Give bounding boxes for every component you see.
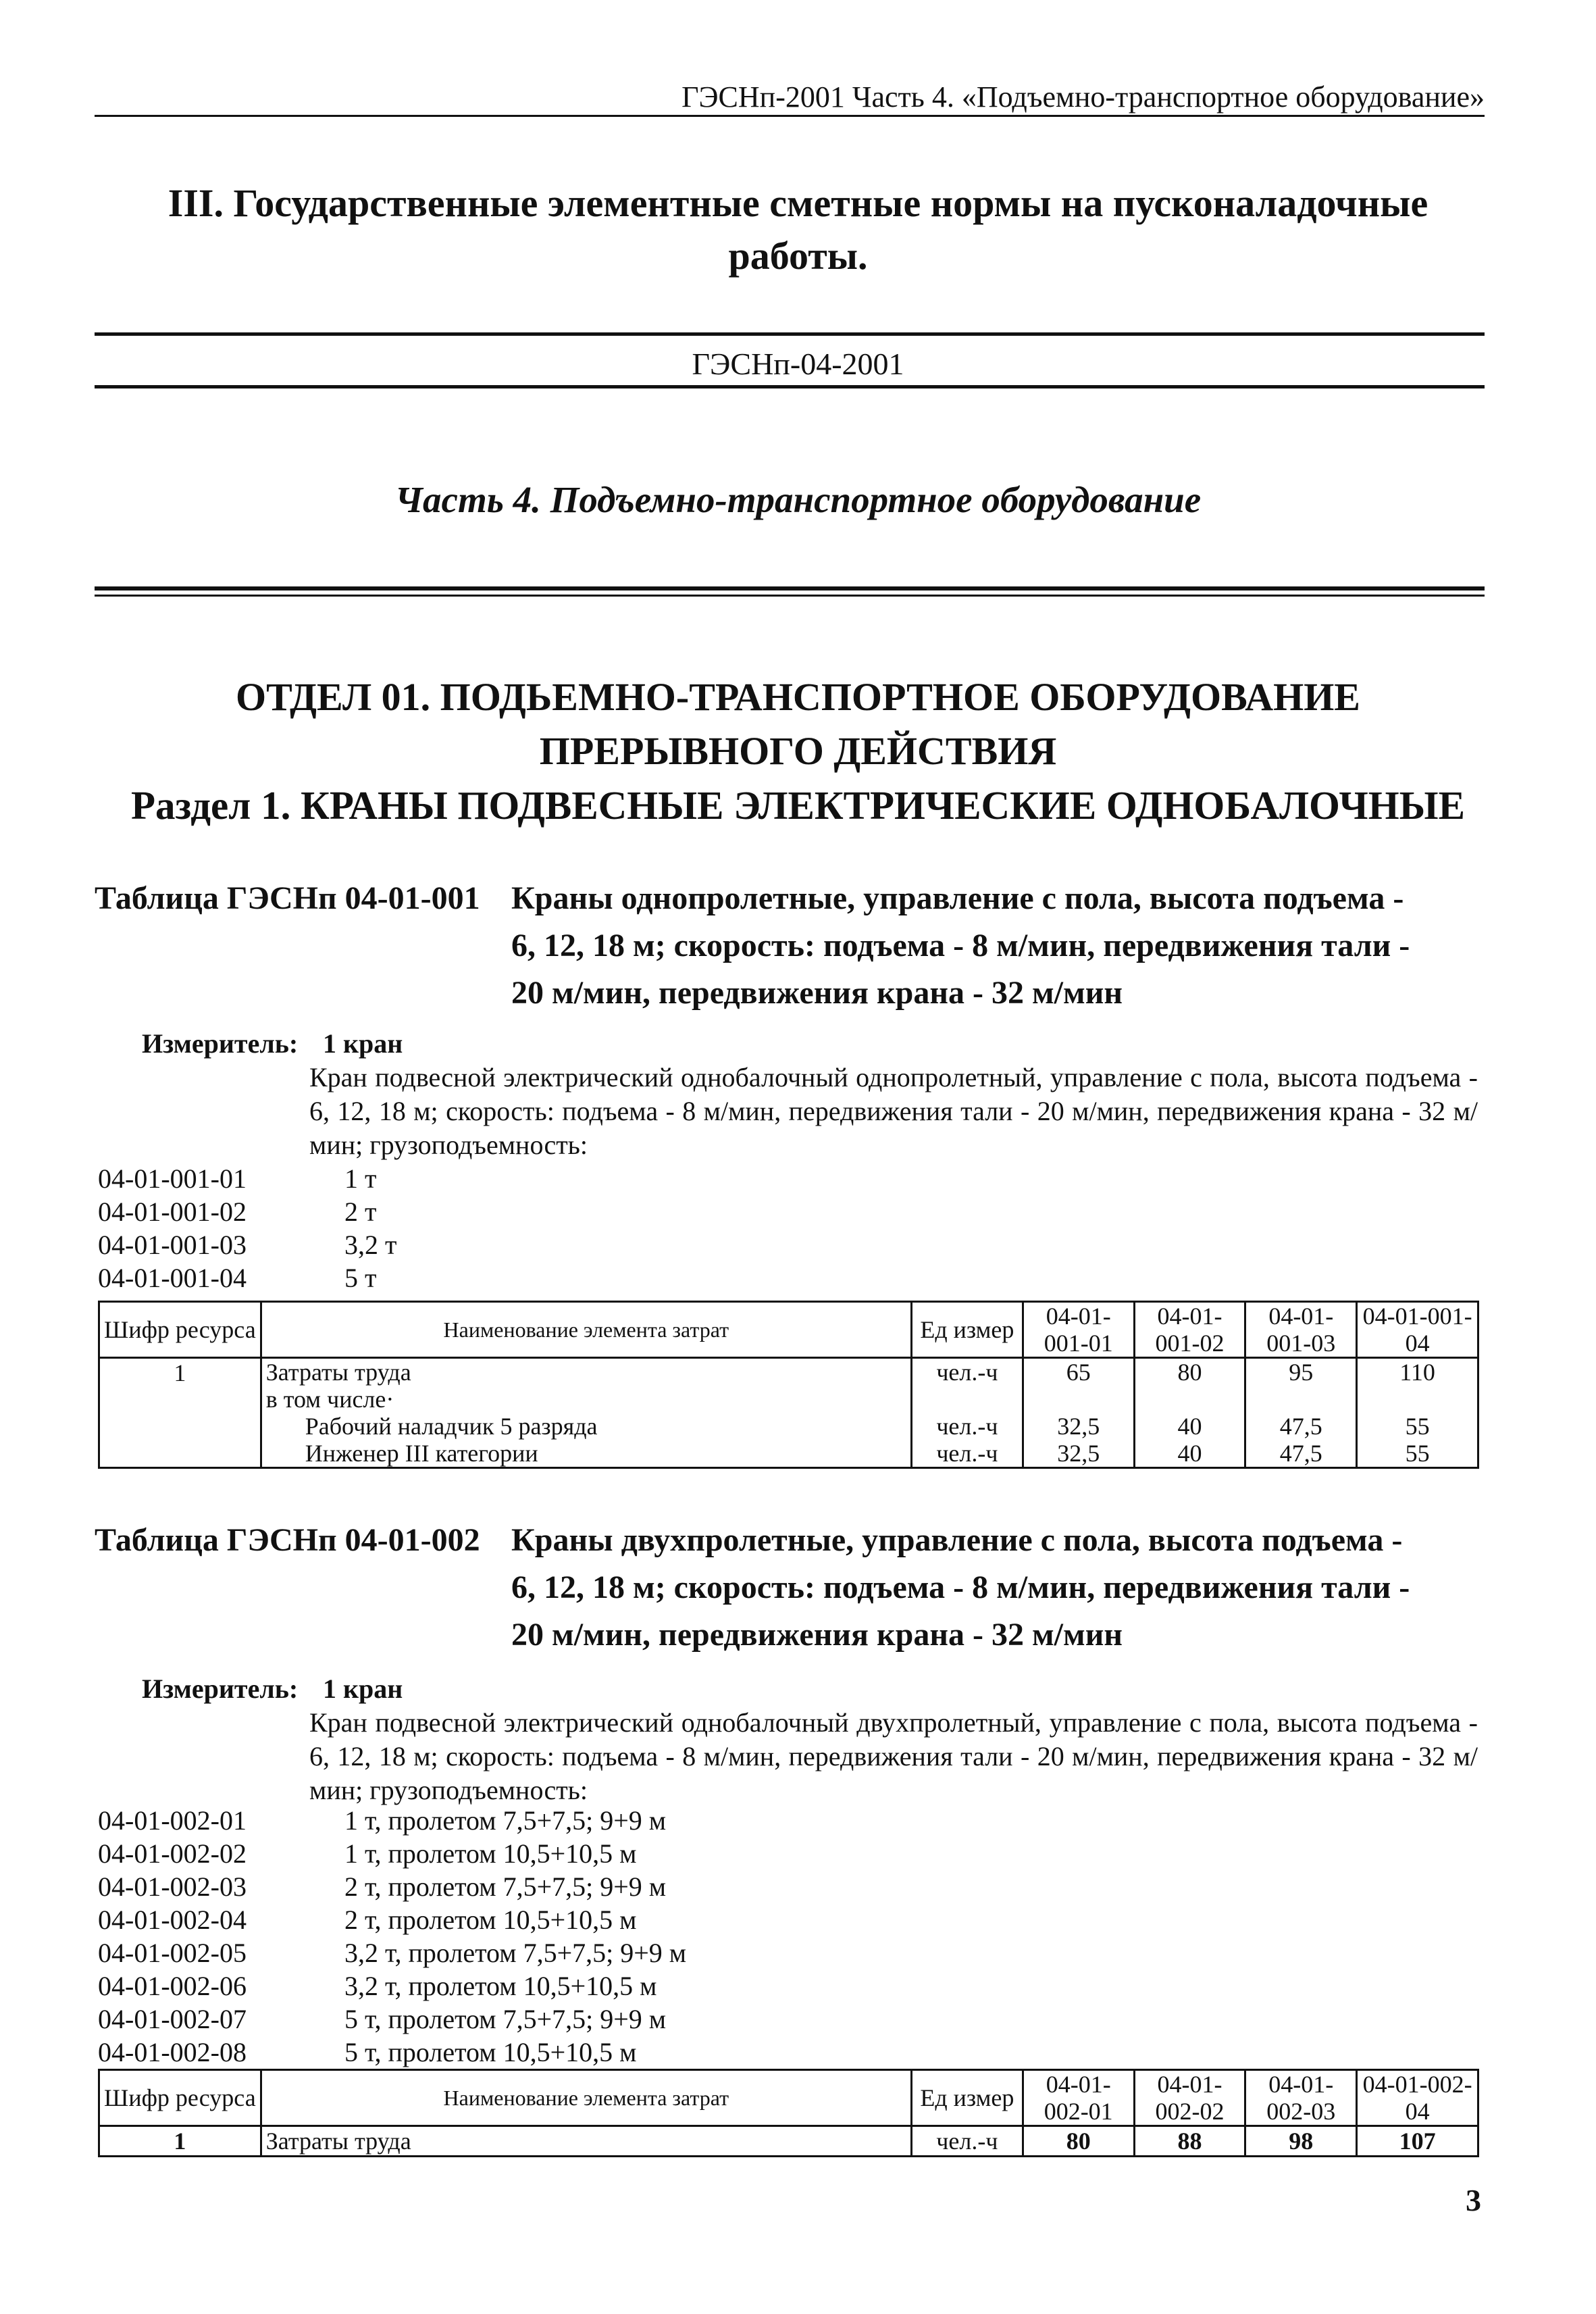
row-value: 47,5 (1279, 1413, 1322, 1440)
row-value: 32,5 (1057, 1413, 1100, 1440)
code-title: ГЭСНп-04-2001 (692, 347, 904, 381)
row-value: 80 (1023, 2126, 1134, 2157)
table2-caption-line-1: Краны двухпролетные, управление с пола, высота подъема - (511, 1522, 1403, 1558)
header-rule (95, 115, 1485, 117)
row-value: 40 (1177, 1440, 1202, 1467)
code-value: 1 т, пролетом 7,5+7,5; 9+9 м (344, 1805, 667, 1836)
row-unit: чел.-ч (936, 1359, 998, 1386)
row-value: 95 (1289, 1359, 1314, 1386)
row-value: 107 (1357, 2126, 1478, 2157)
code: 04-01-002-06 (98, 1971, 247, 2001)
code-value: 2 т, пролетом 10,5+10,5 м (344, 1905, 637, 1935)
code-value: 5 т, пролетом 7,5+7,5; 9+9 м (344, 2004, 667, 2034)
code: 04-01-002-08 (98, 2037, 247, 2067)
row-shifr: 1 (99, 2126, 261, 2157)
section-title-line-2: работы. (728, 234, 868, 278)
row-values-3 (1245, 1358, 1357, 1468)
row-unit: чел.-ч (936, 1413, 998, 1440)
part-rule-thin (95, 595, 1485, 597)
code: 04-01-002-01 (98, 1805, 247, 1836)
row-value: 32,5 (1057, 1440, 1100, 1467)
code: 04-01-002-04 (98, 1905, 247, 1935)
code: 04-01-001-04 (98, 1263, 247, 1293)
code-value: 2 т, пролетом 7,5+7,5; 9+9 м (344, 1871, 667, 1902)
table1-caption-line-3: 20 м/мин, передвижения крана - 32 м/мин (511, 975, 1123, 1011)
table2-measure (0, 1672, 675, 1706)
part-rule-thick (95, 586, 1485, 590)
col-name: Наименование элемента затрат (261, 1302, 911, 1358)
row-unit: чел.-ч (936, 1440, 998, 1467)
col-unit: Ед измер (911, 2070, 1023, 2126)
table1-resources (98, 1301, 1479, 1469)
row-value: 65 (1066, 1359, 1091, 1386)
row-name: Рабочий наладчик 5 разряда (305, 1413, 598, 1440)
row-name: Затраты труда (265, 1359, 411, 1386)
code-value: 1 т (344, 1163, 377, 1194)
table1-caption (0, 875, 1596, 1024)
row-name: Затраты труда (261, 2126, 911, 2157)
col-norm-1: 04-01-002-01 (1023, 2070, 1134, 2126)
table2-resources (98, 2069, 1479, 2157)
table1-label: Таблица ГЭСНп 04-01-001 (95, 880, 480, 916)
table2-description: Кран подвесной электрический однобалочный двухпролетный, управление с пола, высота подъема - 6, 12, 18 м; скорость: подъема - 8 м/мин, передвижения тали - 20 м/мин, передвижения крана - 32 м/мин; грузоподъемность: (309, 1707, 1478, 1805)
table1-measure-value: 1 кран (323, 1028, 403, 1059)
code-value: 5 т, пролетом 10,5+10,5 м (344, 2037, 637, 2067)
table1-caption-line-2: 6, 12, 18 м; скорость: подъема - 8 м/мин, передвижения тали - (511, 928, 1410, 963)
code-value: 3,2 т, пролетом 10,5+10,5 м (344, 1971, 657, 2001)
table2-label: Таблица ГЭСНп 04-01-002 (95, 1522, 480, 1558)
table1-description: Кран подвесной электрический однобалочный однопролетный, управление с пола, высота подъема - 6, 12, 18 м; скорость: подъема - 8 м/мин, передвижения тали - 20 м/мин, передвижения крана - 32 м/мин; грузоподъемность: (309, 1062, 1478, 1160)
section-title-line-1: III. Государственные элементные сметные нормы на пусконаладочные (168, 181, 1428, 225)
otdel-title (0, 670, 1596, 778)
row-name: Инженер III категории (305, 1440, 538, 1467)
row-values-1 (1023, 1358, 1134, 1468)
code: 04-01-001-03 (98, 1230, 247, 1260)
col-norm-1: 04-01-001-01 (1023, 1302, 1134, 1358)
code: 04-01-002-02 (98, 1838, 247, 1869)
running-header: ГЭСНп-2001 Часть 4. «Подъемно-транспортное оборудование» (681, 80, 1485, 114)
code-bottom-rule (95, 385, 1485, 388)
code-top-rule (95, 332, 1485, 336)
row-value: 80 (1177, 1359, 1202, 1386)
table1-measure-label: Измеритель: (142, 1028, 299, 1059)
code: 04-01-001-02 (98, 1197, 247, 1227)
razdel-title: Раздел 1. КРАНЫ ПОДВЕСНЫЕ ЭЛЕКТРИЧЕСКИЕ ОДНОБАЛОЧНЫЕ (131, 783, 1465, 828)
code-value: 3,2 т (344, 1230, 397, 1260)
row-units (911, 1358, 1023, 1468)
code-value: 2 т (344, 1197, 377, 1227)
row-value: 110 (1399, 1359, 1435, 1386)
row-value: 47,5 (1279, 1440, 1322, 1467)
row-value: 55 (1405, 1413, 1430, 1440)
code-value: 3,2 т, пролетом 7,5+7,5; 9+9 м (344, 1938, 687, 1968)
row-shifr: 1 (99, 1358, 261, 1468)
row-unit: чел.-ч (911, 2126, 1023, 2157)
row-value: 55 (1405, 1440, 1430, 1467)
code: 04-01-001-01 (98, 1163, 247, 1194)
col-norm-3: 04-01-002-03 (1245, 2070, 1357, 2126)
code: 04-01-002-07 (98, 2004, 247, 2034)
table-header-row (99, 1302, 1478, 1358)
table2-caption-line-3: 20 м/мин, передвижения крана - 32 м/мин (511, 1617, 1123, 1653)
row-value: 98 (1245, 2126, 1357, 2157)
table2-caption (0, 1517, 1596, 1665)
code-value: 5 т (344, 1263, 377, 1293)
col-shifr: Шифр ресурса (99, 2070, 261, 2126)
row-values-2 (1134, 1358, 1245, 1468)
code: 04-01-002-05 (98, 1938, 247, 1968)
row-names (261, 1358, 911, 1468)
section-title (0, 177, 1596, 282)
table-header-row (99, 2070, 1478, 2126)
col-norm-2: 04-01-002-02 (1134, 2070, 1245, 2126)
col-norm-4: 04-01-001-04 (1357, 1302, 1478, 1358)
part-title: Часть 4. Подъемно-транспортное оборудование (394, 479, 1202, 520)
table2-caption-line-2: 6, 12, 18 м; скорость: подъема - 8 м/мин, передвижения тали - (511, 1569, 1410, 1605)
table1-caption-line-1: Краны однопролетные, управление с пола, высота подъема - (511, 880, 1404, 916)
col-name: Наименование элемента затрат (261, 2070, 911, 2126)
otdel-line-2: ПРЕРЫВНОГО ДЕЙСТВИЯ (539, 729, 1057, 773)
table1-measure (0, 1027, 675, 1061)
col-norm-2: 04-01-001-02 (1134, 1302, 1245, 1358)
code-value: 1 т, пролетом 10,5+10,5 м (344, 1838, 637, 1869)
col-shifr: Шифр ресурса (99, 1302, 261, 1358)
row-value: 88 (1134, 2126, 1245, 2157)
col-unit: Ед измер (911, 1302, 1023, 1358)
table-row (99, 1358, 1478, 1468)
table-row (99, 2126, 1478, 2157)
row-values-4 (1357, 1358, 1478, 1468)
row-name: в том числе· (265, 1386, 394, 1413)
page-number: 3 (1466, 2183, 1481, 2217)
table2-measure-label: Измеритель: (142, 1674, 299, 1704)
otdel-line-1: ОТДЕЛ 01. ПОДЬЕМНО-ТРАНСПОРТНОЕ ОБОРУДОВАНИЕ (235, 675, 1360, 719)
col-norm-3: 04-01-001-03 (1245, 1302, 1357, 1358)
table2-measure-value: 1 кран (323, 1674, 403, 1704)
code: 04-01-002-03 (98, 1871, 247, 1902)
col-norm-4: 04-01-002-04 (1357, 2070, 1478, 2126)
row-value: 40 (1177, 1413, 1202, 1440)
